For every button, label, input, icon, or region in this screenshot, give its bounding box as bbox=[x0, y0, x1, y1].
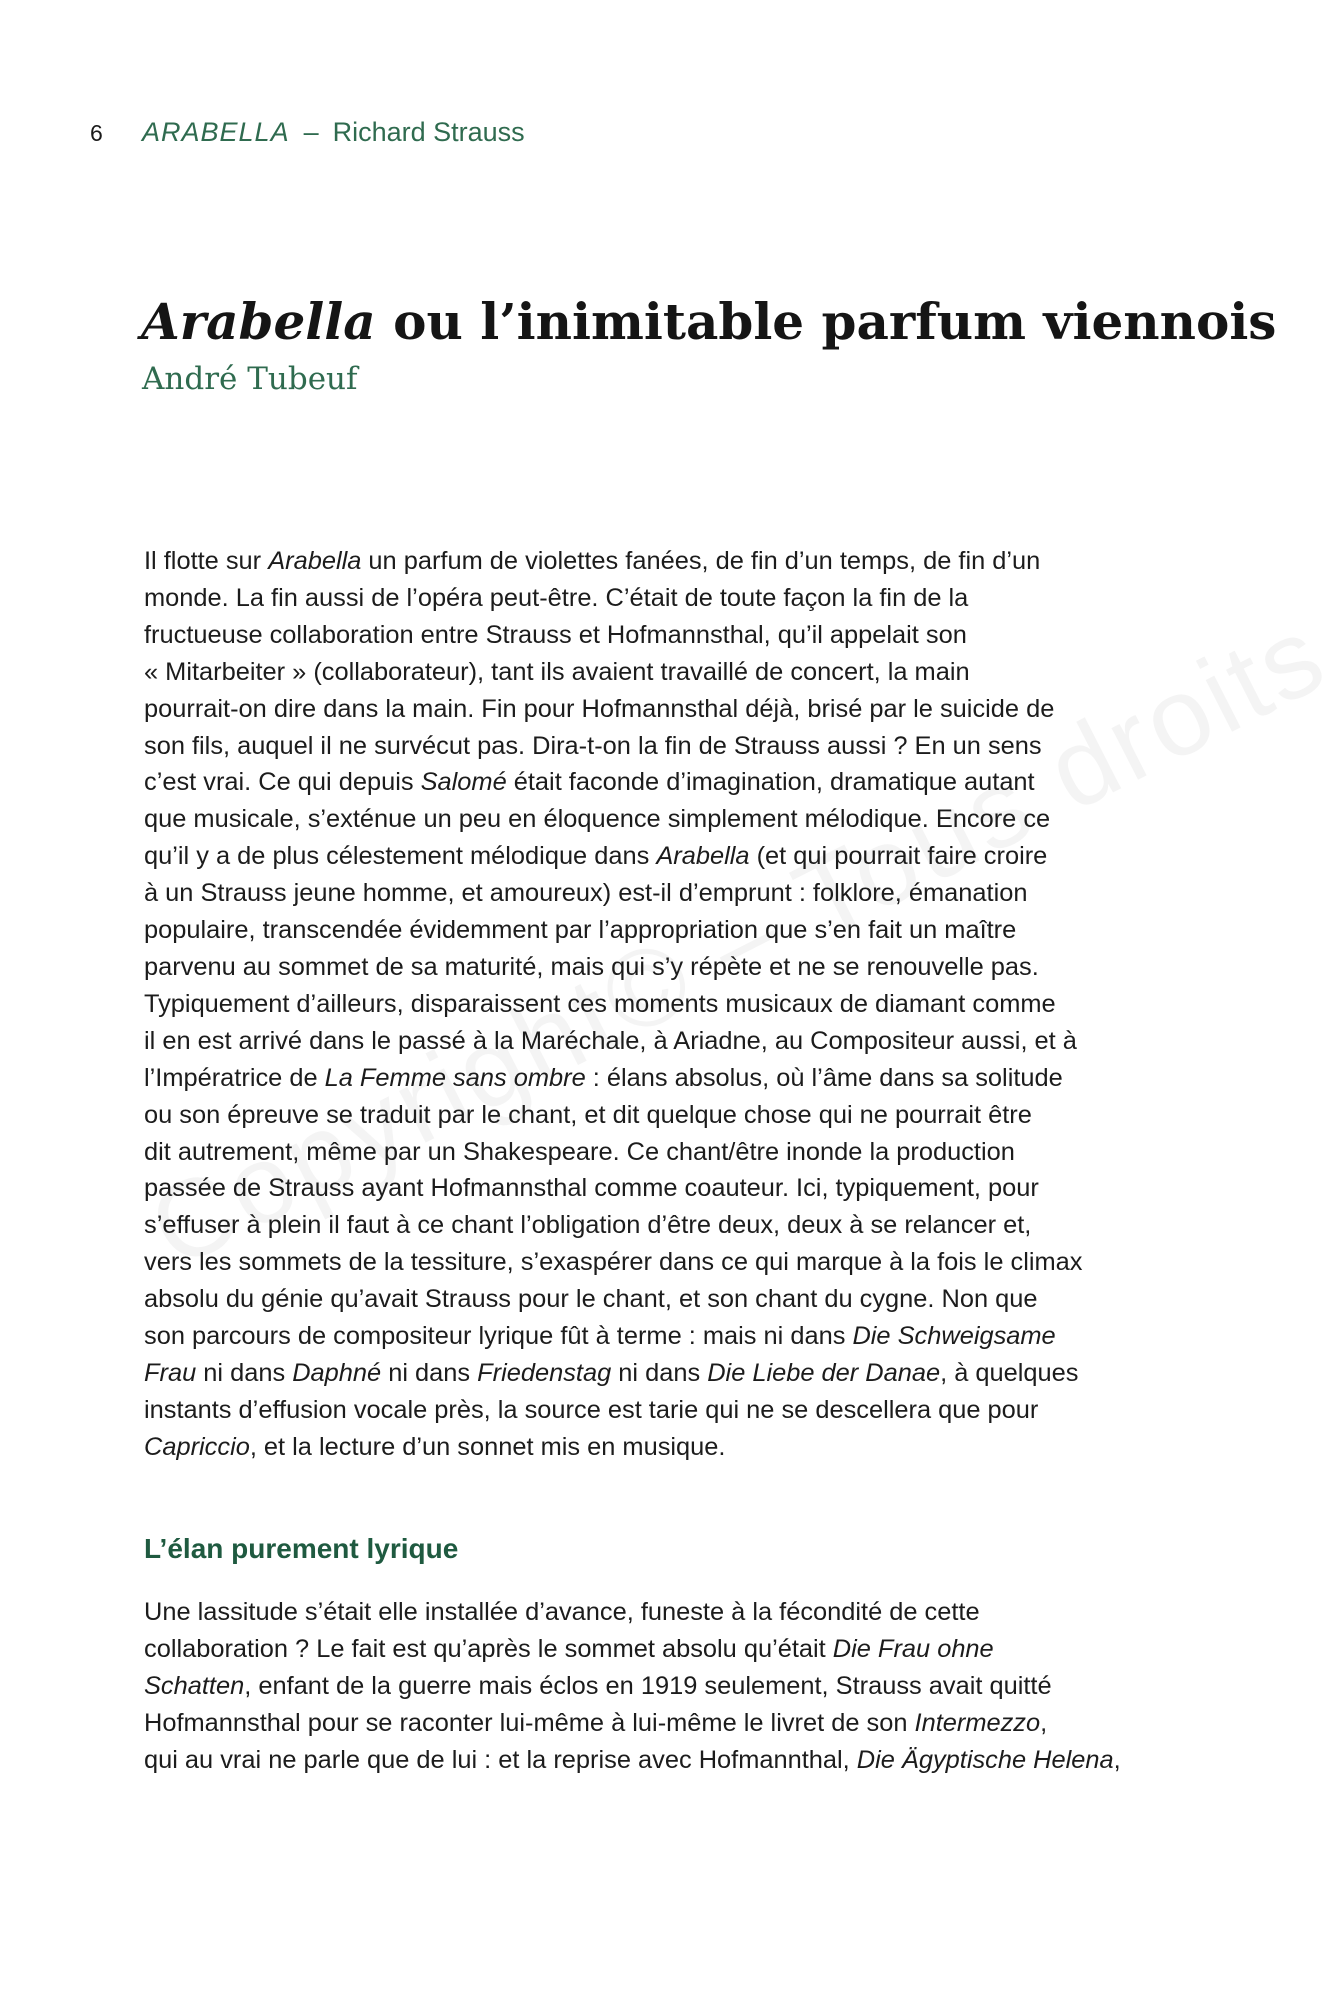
italic-title-run: Intermezzo bbox=[914, 1708, 1041, 1737]
text-run: , enfant de la guerre mais éclos en 1919 seulement, Strauss avait quitté bbox=[244, 1671, 1052, 1700]
text-line bbox=[144, 912, 1204, 949]
italic-title-run: Salomé bbox=[420, 768, 507, 797]
text-run: l’Impératrice de bbox=[144, 1063, 325, 1092]
text-run: , à quelques bbox=[940, 1358, 1079, 1387]
text-run: : élans absolus, où l’âme dans sa solitude bbox=[585, 1063, 1063, 1092]
italic-title-run: Daphné bbox=[292, 1358, 382, 1387]
text-line bbox=[144, 1668, 1204, 1705]
text-line bbox=[144, 580, 1204, 617]
text-run: Typiquement d’ailleurs, disparaissent ces moments musicaux de diamant comme bbox=[144, 989, 1056, 1018]
article-title-rest: ou l’inimitable parfum viennois bbox=[375, 292, 1277, 351]
text-run: s’effuser à plein il faut à ce chant l’obligation d’être deux, deux à se relancer et, bbox=[144, 1211, 1032, 1240]
body-paragraph-2 bbox=[144, 1594, 1204, 1779]
section-heading: L’élan purement lyrique bbox=[144, 1533, 459, 1564]
text-run: son fils, auquel il ne survécut pas. Dira-t-on la fin de Strauss aussi ? En un sens bbox=[144, 731, 1042, 760]
italic-title-run: Arabella bbox=[268, 547, 362, 575]
body-paragraph-1 bbox=[144, 543, 1204, 1466]
text-run: c’est vrai. Ce qui depuis bbox=[144, 768, 421, 797]
text-line bbox=[144, 728, 1204, 765]
text-run: populaire, transcendée évidemment par l’appropriation que s’en fait un maître bbox=[144, 916, 1017, 945]
text-run: que musicale, s’exténue un peu en éloquence simplement mélodique. Encore ce bbox=[144, 805, 1051, 834]
text-line bbox=[144, 691, 1204, 728]
text-run: il en est arrivé dans le passé à la Maréchale, à Ariadne, au Compositeur aussi, et à bbox=[144, 1026, 1077, 1055]
text-run: monde. La fin aussi de l’opéra peut-être. C’était de toute façon la fin de la bbox=[144, 583, 969, 612]
italic-title-run: Die Liebe der Danae bbox=[707, 1358, 941, 1387]
text-run: dit autrement, même par un Shakespeare. Ce chant/être inonde la production bbox=[144, 1137, 1015, 1166]
running-head-work-title: ARABELLA bbox=[142, 117, 290, 147]
text-line bbox=[144, 1281, 1204, 1318]
text-run: (et qui pourrait faire croire bbox=[749, 842, 1048, 871]
text-run: collaboration ? Le fait est qu’après le sommet absolu qu’était bbox=[144, 1634, 833, 1663]
italic-title-run: Arabella bbox=[656, 842, 750, 871]
italic-title-run: La Femme sans ombre bbox=[324, 1063, 586, 1092]
text-line bbox=[144, 1097, 1204, 1134]
running-head-separator: – bbox=[303, 117, 319, 147]
text-run: à un Strauss jeune homme, et amoureux) est-il d’emprunt : folklore, émanation bbox=[144, 879, 1028, 908]
text-line bbox=[144, 1207, 1204, 1244]
text-line bbox=[144, 1594, 1204, 1631]
text-line bbox=[144, 1392, 1204, 1429]
text-run: ou son épreuve se traduit par le chant, et dit quelque chose qui ne pourrait être bbox=[144, 1100, 1032, 1129]
text-line bbox=[144, 617, 1204, 654]
text-line bbox=[144, 1318, 1204, 1355]
text-run: Il flotte sur bbox=[144, 547, 269, 575]
text-line bbox=[144, 1134, 1204, 1171]
article-title bbox=[141, 290, 1277, 354]
italic-title-run: Die Frau ohne bbox=[832, 1634, 994, 1663]
italic-title-run: Friedenstag bbox=[477, 1358, 612, 1387]
text-line bbox=[144, 654, 1204, 691]
text-run: fructueuse collaboration entre Strauss et Hofmannsthal, qu’il appelait son bbox=[144, 620, 967, 649]
text-run: passée de Strauss ayant Hofmannsthal comme coauteur. Ici, typiquement, pour bbox=[144, 1174, 1039, 1203]
text-line bbox=[144, 986, 1204, 1023]
text-run: ni dans bbox=[381, 1358, 478, 1387]
text-line bbox=[144, 1170, 1204, 1207]
text-run: ni dans bbox=[196, 1358, 293, 1387]
text-run: Une lassitude s’était elle installée d’avance, funeste à la fécondité de cette bbox=[144, 1598, 980, 1626]
italic-title-run: Schatten bbox=[144, 1671, 245, 1700]
text-run: instants d’effusion vocale près, la source est tarie qui ne se descellera que pour bbox=[144, 1395, 1039, 1424]
text-run: son parcours de compositeur lyrique fût à terme : mais ni dans bbox=[144, 1322, 853, 1351]
text-line bbox=[144, 1742, 1204, 1779]
text-run: qu’il y a de plus célestement mélodique dans bbox=[144, 842, 657, 871]
text-line bbox=[144, 801, 1204, 838]
italic-title-run: Capriccio bbox=[144, 1432, 250, 1461]
article-author: André Tubeuf bbox=[142, 361, 358, 397]
text-line bbox=[144, 1244, 1204, 1281]
italic-title-run: Frau bbox=[144, 1358, 197, 1387]
text-line bbox=[144, 949, 1204, 986]
text-line bbox=[144, 1631, 1204, 1668]
text-run: qui au vrai ne parle que de lui : et la reprise avec Hofmannthal, bbox=[144, 1745, 857, 1774]
text-line bbox=[144, 838, 1204, 875]
text-run: était faconde d’imagination, dramatique autant bbox=[506, 768, 1035, 797]
text-line bbox=[144, 543, 1204, 580]
text-line bbox=[144, 764, 1204, 801]
running-head-composer: Richard Strauss bbox=[332, 117, 525, 147]
article-title-italic: Arabella bbox=[141, 292, 376, 351]
text-run: vers les sommets de la tessiture, s’exaspérer dans ce qui marque à la fois le climax bbox=[144, 1248, 1083, 1277]
text-run: Hofmannsthal pour se raconter lui-même à lui-même le livret de son bbox=[144, 1708, 915, 1737]
text-line bbox=[144, 1060, 1204, 1097]
italic-title-run: Die Ägyptische Helena bbox=[856, 1745, 1114, 1774]
text-run: , bbox=[1040, 1708, 1048, 1737]
text-line bbox=[144, 1429, 1204, 1466]
text-run: parvenu au sommet de sa maturité, mais qui s’y répète et ne se renouvelle pas. bbox=[144, 952, 1039, 981]
text-run: un parfum de violettes fanées, de fin d’un temps, de fin d’un bbox=[361, 547, 1041, 575]
italic-title-run: Die Schweigsame bbox=[852, 1322, 1056, 1351]
text-line bbox=[144, 1705, 1204, 1742]
page-number: 6 bbox=[90, 120, 103, 146]
text-run: , et la lecture d’un sonnet mis en musique. bbox=[249, 1432, 726, 1461]
text-run: « Mitarbeiter » (collaborateur), tant ils avaient travaillé de concert, la main bbox=[144, 657, 970, 686]
text-run: absolu du génie qu’avait Strauss pour le chant, et son chant du cygne. Non que bbox=[144, 1285, 1038, 1314]
text-run: pourrait-on dire dans la main. Fin pour Hofmannsthal déjà, brisé par le suicide de bbox=[144, 694, 1055, 723]
text-line bbox=[144, 1023, 1204, 1060]
text-run: , bbox=[1113, 1745, 1121, 1774]
text-line bbox=[144, 875, 1204, 912]
text-line bbox=[144, 1355, 1204, 1392]
running-head bbox=[90, 114, 525, 151]
text-run: ni dans bbox=[611, 1358, 708, 1387]
